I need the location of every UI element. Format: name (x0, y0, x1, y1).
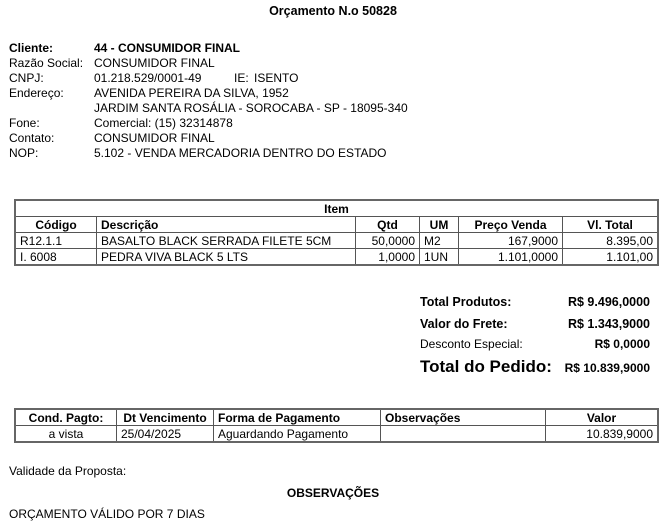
cliente-value: 44 - CONSUMIDOR FINAL (94, 41, 241, 55)
contato-label: Contato: (9, 131, 55, 145)
cell-obs (381, 426, 546, 443)
col-preco: Preço Venda (459, 217, 563, 233)
col-qtd: Qtd (356, 217, 420, 233)
items-table (14, 199, 659, 266)
cell-cond: a vista (15, 426, 117, 443)
cell-total: 8.395,00 (563, 233, 659, 249)
observacoes-text: ORÇAMENTO VÁLIDO POR 7 DIAS (9, 507, 205, 521)
col-um: UM (420, 217, 459, 233)
cell-um: 1UN (420, 249, 459, 266)
cnpj-label: CNPJ: (9, 71, 44, 85)
total-produtos-label: Total Produtos: (420, 295, 512, 309)
endereco-line2: JARDIM SANTA ROSÁLIA - SOROCABA - SP - 18095-340 (94, 101, 408, 115)
cell-total: 1.101,00 (563, 249, 659, 266)
col-codigo: Código (15, 217, 97, 233)
col-dt-vencimento: Dt Vencimento (117, 409, 214, 426)
cell-preco: 1.101,0000 (459, 249, 563, 266)
cell-preco: 167,9000 (459, 233, 563, 249)
document-title: Orçamento N.o 50828 (269, 4, 397, 18)
cell-descricao: PEDRA VIVA BLACK 5 LTS (97, 249, 356, 266)
cell-valor: 10.839,9000 (546, 426, 659, 443)
col-valor: Valor (546, 409, 659, 426)
cell-descricao: BASALTO BLACK SERRADA FILETE 5CM (97, 233, 356, 249)
col-forma-pagamento: Forma de Pagamento (214, 409, 381, 426)
cnpj-value: 01.218.529/0001-49 (94, 71, 202, 85)
endereco-label: Endereço: (9, 86, 64, 100)
cliente-label: Cliente: (9, 41, 54, 55)
items-header: Item (15, 200, 658, 217)
cell-forma: Aguardando Pagamento (214, 426, 381, 443)
col-cond-pagto: Cond. Pagto: (15, 409, 117, 426)
client-info (9, 41, 408, 161)
cell-qtd: 50,0000 (356, 233, 420, 249)
ie-label: IE: (234, 71, 249, 85)
frete-label: Valor do Frete: (420, 317, 508, 331)
col-total: Vl. Total (563, 217, 659, 233)
total-pedido-label: Total do Pedido: (420, 357, 552, 376)
contato-value: CONSUMIDOR FINAL (94, 131, 215, 145)
col-descricao: Descrição (97, 217, 356, 233)
table-row (15, 233, 658, 249)
total-produtos-value: R$ 9.496,0000 (567, 295, 650, 309)
fone-label: Fone: (9, 116, 40, 130)
total-pedido-value: R$ 10.839,9000 (564, 361, 650, 375)
cell-codigo: R12.1.1 (15, 233, 97, 249)
ie-value: ISENTO (254, 71, 299, 85)
razao-label: Razão Social: (9, 56, 84, 70)
cell-um: M2 (420, 233, 459, 249)
nop-label: NOP: (9, 146, 39, 160)
endereco-line1: AVENIDA PEREIRA DA SILVA, 1952 (94, 86, 289, 100)
desconto-label: Desconto Especial: (420, 337, 523, 351)
observacoes-title: OBSERVAÇÕES (286, 486, 380, 500)
table-row (15, 426, 658, 443)
cell-vencimento: 25/04/2025 (117, 426, 214, 443)
cell-qtd: 1,0000 (356, 249, 420, 266)
frete-value: R$ 1.343,9000 (567, 317, 650, 331)
fone-value: Comercial: (15) 32314878 (94, 116, 233, 130)
table-row (15, 249, 658, 266)
validade-label: Validade da Proposta: (9, 464, 127, 478)
nop-value: 5.102 - VENDA MERCADORIA DENTRO DO ESTADO (94, 146, 387, 160)
razao-value: CONSUMIDOR FINAL (94, 56, 215, 70)
col-observacoes: Observações (381, 409, 546, 426)
payment-table (14, 408, 659, 443)
cell-codigo: I. 6008 (15, 249, 97, 266)
desconto-value: R$ 0,0000 (594, 337, 650, 351)
